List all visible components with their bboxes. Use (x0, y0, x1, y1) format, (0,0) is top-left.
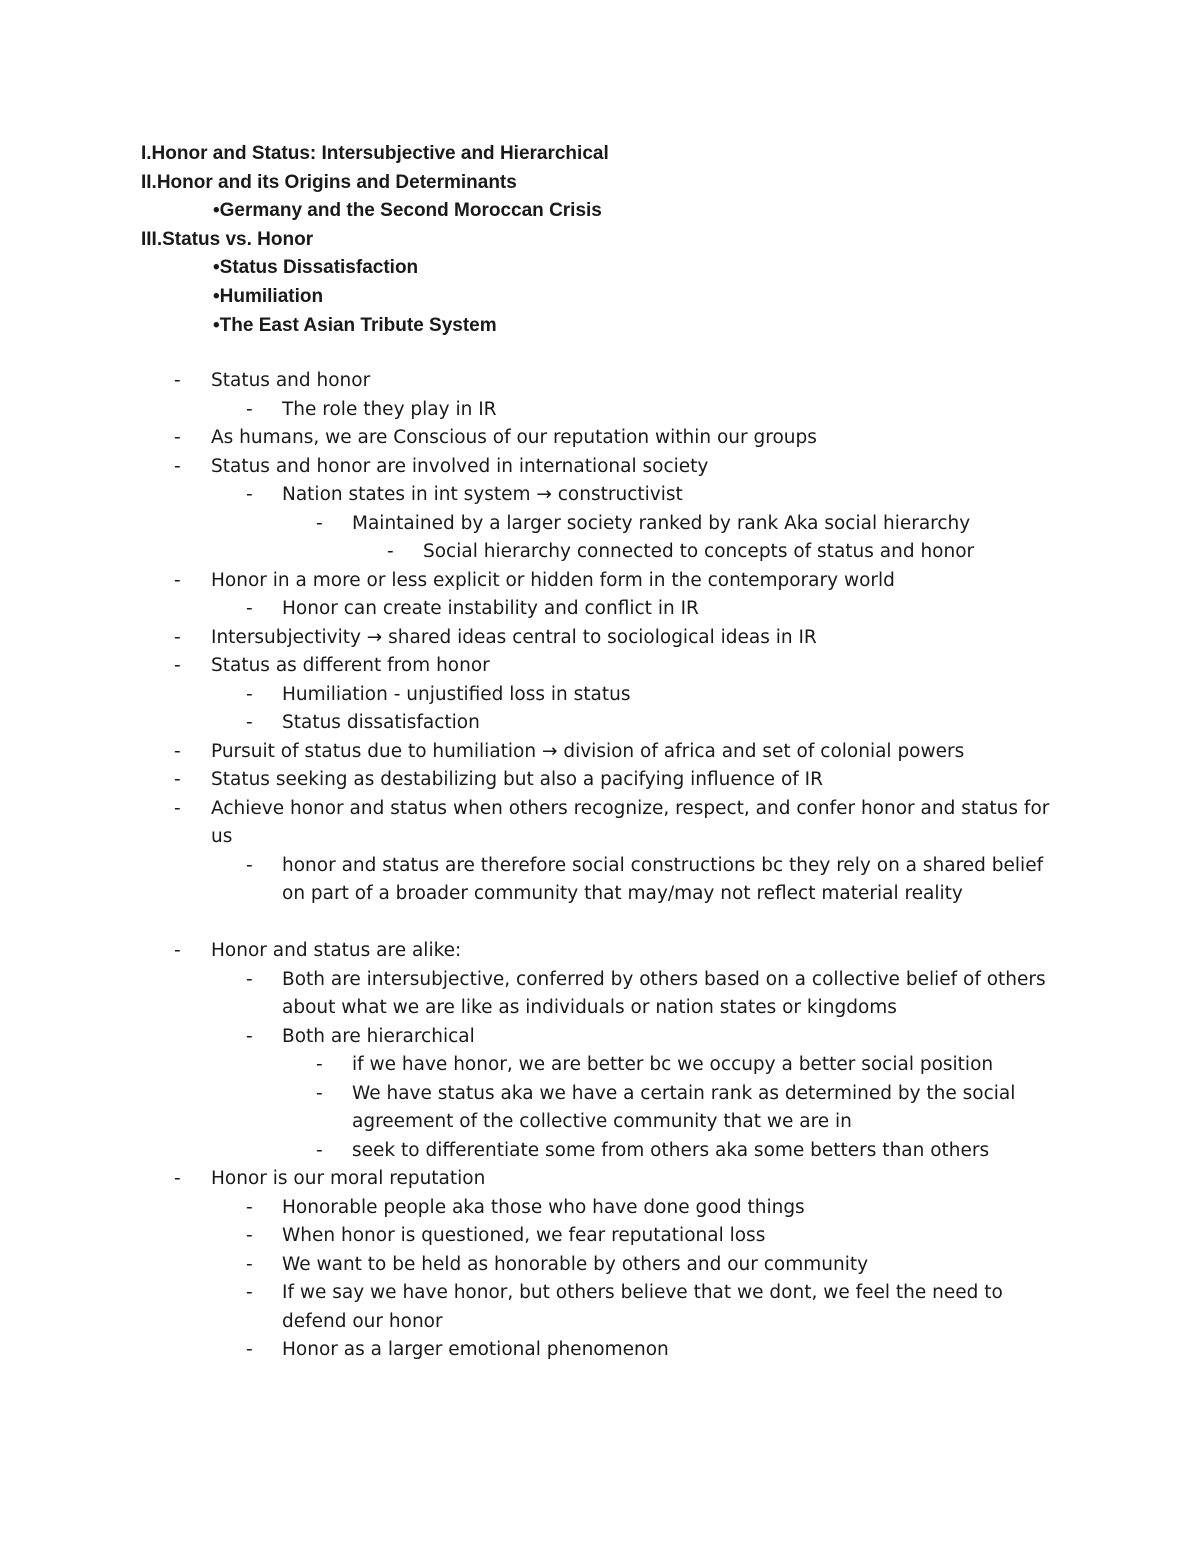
bullet-dash: - (246, 683, 253, 705)
list-item (141, 396, 1061, 425)
list-item-text: Honorable people aka those who have done good things (282, 1196, 805, 1218)
list-item (141, 453, 1061, 482)
bullet-dash: - (387, 541, 394, 562)
bullet-dash: - (246, 712, 253, 733)
bullet-dash: - (174, 455, 181, 477)
bullet-dash: - (246, 1025, 253, 1047)
list-item-text: Humiliation - unjustified loss in status (282, 683, 631, 705)
bullet-dash: - (246, 1253, 253, 1275)
list-item-text: Achieve honor and status when others recognize, respect, and confer honor and status for us (211, 797, 1050, 847)
bullet-dash: - (316, 1139, 323, 1161)
list-item (141, 652, 1061, 681)
list-item-text: Nation states in int system → constructivist (282, 484, 683, 505)
list-item-text: The role they play in IR (282, 398, 497, 420)
list-item-text: if we have honor, we are better bc we occupy a better social position (352, 1054, 994, 1075)
list-item-text: seek to differentiate some from others aka some betters than others (352, 1139, 990, 1161)
outline-subheading: •Status Dissatisfaction (213, 257, 419, 279)
outline-subheading: •The East Asian Tribute System (213, 314, 497, 336)
list-item (141, 1279, 1061, 1336)
bullet-dash: - (246, 1196, 253, 1218)
list-item (141, 795, 1061, 852)
list-item (141, 510, 1061, 539)
list-item (141, 966, 1061, 1023)
outline-subheading: •Germany and the Second Moroccan Crisis (213, 200, 602, 222)
bullet-dash: - (174, 626, 181, 648)
list-item (141, 852, 1061, 909)
list-item-text: Intersubjectivity → shared ideas central to sociological ideas in IR (211, 626, 817, 648)
list-item-text: We want to be held as honorable by others and our community (282, 1253, 869, 1275)
list-item (141, 1051, 1061, 1080)
list-item (141, 367, 1061, 396)
list-item (141, 481, 1061, 510)
list-item (141, 567, 1061, 596)
list-item (141, 1080, 1061, 1137)
bullet-dash: - (174, 655, 181, 676)
bullet-dash: - (316, 1082, 323, 1104)
outline-subheading: •Humiliation (213, 285, 324, 307)
list-item-text: Both are intersubjective, conferred by others based on a collective belief of others about what we are like as individuals or nation states or kingdoms (282, 968, 1046, 1018)
list-item-text: Maintained by a larger society ranked by rank Aka social hierarchy (352, 512, 971, 534)
list-item-text: Status and honor (211, 370, 371, 391)
blank-line (141, 909, 1061, 938)
list-item (141, 1222, 1061, 1251)
list-item (141, 595, 1061, 624)
bullet-dash: - (246, 1225, 253, 1246)
list-item (141, 624, 1061, 653)
list-item (141, 1137, 1061, 1166)
notes-list (141, 367, 1061, 1365)
bullet-dash: - (174, 940, 181, 961)
bullet-dash: - (246, 968, 253, 990)
bullet-dash: - (246, 854, 253, 876)
list-item (141, 1023, 1061, 1052)
list-item (141, 681, 1061, 710)
list-item-text: Status dissatisfaction (282, 712, 480, 733)
list-item-text: If we say we have honor, but others believe that we dont, we feel the need to defend our honor (282, 1282, 1003, 1332)
bullet-dash: - (246, 1339, 253, 1360)
bullet-dash: - (174, 569, 181, 591)
list-item (141, 937, 1061, 966)
outline-section (141, 140, 1061, 340)
list-item-text: Honor is our moral reputation (211, 1168, 486, 1189)
list-item (141, 766, 1061, 795)
list-item (141, 1336, 1061, 1365)
list-item (141, 538, 1061, 567)
bullet-dash: - (316, 512, 323, 534)
bullet-dash: - (174, 797, 181, 819)
bullet-dash: - (174, 370, 181, 391)
bullet-dash: - (174, 1168, 181, 1189)
bullet-dash: - (246, 398, 253, 420)
outline-heading: III.Status vs. Honor (141, 228, 314, 250)
bullet-dash: - (316, 1054, 323, 1075)
list-item-text: Honor can create instability and conflict in IR (282, 598, 699, 619)
list-item-text: Status seeking as destabilizing but also a pacifying influence of IR (211, 769, 823, 790)
list-item-text: Both are hierarchical (282, 1025, 475, 1047)
list-item (141, 1194, 1061, 1223)
list-item-text: Honor as a larger emotional phenomenon (282, 1339, 669, 1360)
list-item (141, 424, 1061, 453)
list-item (141, 1251, 1061, 1280)
list-item-text: Honor in a more or less explicit or hidden form in the contemporary world (211, 569, 895, 591)
bullet-dash: - (174, 427, 181, 448)
list-item-text: Pursuit of status due to humiliation → division of africa and set of colonial powers (211, 740, 965, 762)
list-item (141, 709, 1061, 738)
outline-heading: II.Honor and its Origins and Determinants (141, 171, 517, 193)
bullet-dash: - (246, 1282, 253, 1303)
list-item-text: As humans, we are Conscious of our reputation within our groups (211, 427, 817, 448)
list-item-text: Honor and status are alike: (211, 940, 462, 961)
bullet-dash: - (246, 484, 253, 505)
bullet-dash: - (174, 769, 181, 790)
list-item-text: Social hierarchy connected to concepts of status and honor (423, 541, 975, 562)
list-item-text: When honor is questioned, we fear reputational loss (282, 1225, 766, 1246)
bullet-dash: - (246, 598, 253, 619)
bullet-dash: - (174, 740, 181, 762)
list-item (141, 1165, 1061, 1194)
list-item-text: Status and honor are involved in international society (211, 455, 709, 477)
list-item-text: Status as different from honor (211, 655, 490, 676)
outline-heading: I.Honor and Status: Intersubjective and Hierarchical (141, 143, 609, 164)
list-item-text: honor and status are therefore social constructions bc they rely on a shared belief on part of a broader community that may/may not reflect material reality (282, 854, 1044, 904)
list-item (141, 738, 1061, 767)
list-item-text: We have status aka we have a certain rank as determined by the social agreement of the collective community that we are in (352, 1082, 1016, 1132)
